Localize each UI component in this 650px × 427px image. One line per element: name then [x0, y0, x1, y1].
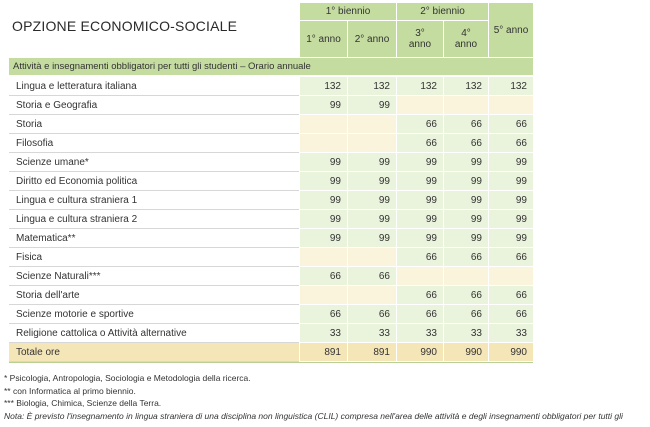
row-label: Scienze motorie e sportive [9, 305, 299, 324]
header-biennio-2: 2° biennio [397, 3, 488, 20]
row-label: Storia [9, 115, 299, 134]
row-value: 99 [397, 153, 443, 172]
row-value [348, 248, 396, 267]
row-value: 99 [348, 210, 396, 229]
row-value: 66 [397, 248, 443, 267]
row-value: 99 [300, 229, 347, 248]
row-label: Filosofia [9, 134, 299, 153]
row-value: 99 [348, 153, 396, 172]
row-value: 99 [348, 229, 396, 248]
row-value: 33 [300, 324, 347, 343]
row-value: 66 [300, 267, 347, 286]
row-value: 33 [444, 324, 488, 343]
footnote-1: * Psicologia, Antropologia, Sociologia e Metodologia della ricerca. [4, 373, 251, 383]
footnote-note: Nota: È previsto l'insegnamento in lingua straniera di una disciplina non linguistica (CLIL) compresa nell'area delle attività e degli insegnamenti obbligatori per tutti gli [4, 410, 623, 421]
row-label: Diritto ed Economia politica [9, 172, 299, 191]
row-value: 99 [444, 153, 488, 172]
footnote-3: *** Biologia, Chimica, Scienze della Terra. [4, 398, 162, 408]
row-value: 66 [300, 305, 347, 324]
total-value: 891 [300, 343, 347, 362]
row-value: 33 [348, 324, 396, 343]
row-value: 99 [444, 191, 488, 210]
row-value: 66 [489, 115, 533, 134]
footnote-2: ** con Informatica al primo biennio. [4, 385, 136, 396]
page-title: OPZIONE ECONOMICO-SOCIALE [12, 18, 238, 34]
row-value: 66 [348, 305, 396, 324]
header-year-4: 4° anno [444, 21, 488, 57]
row-value [348, 286, 396, 305]
row-value: 132 [489, 77, 533, 96]
row-value: 99 [444, 229, 488, 248]
row-value: 99 [489, 229, 533, 248]
row-value: 66 [397, 115, 443, 134]
header-year-2: 2° anno [348, 21, 396, 57]
row-value: 99 [348, 172, 396, 191]
row-value: 66 [489, 248, 533, 267]
row-value: 99 [300, 96, 347, 115]
row-value: 132 [444, 77, 488, 96]
row-value: 33 [397, 324, 443, 343]
row-label: Religione cattolica o Attività alternative [9, 324, 299, 343]
row-value: 66 [489, 134, 533, 153]
row-value: 99 [300, 153, 347, 172]
row-value: 99 [397, 229, 443, 248]
row-value: 66 [348, 267, 396, 286]
total-label: Totale ore [9, 343, 299, 362]
header-biennio-1: 1° biennio [300, 3, 396, 20]
row-value: 66 [444, 134, 488, 153]
row-label: Scienze Naturali*** [9, 267, 299, 286]
row-label: Scienze umane* [9, 153, 299, 172]
row-value: 99 [397, 191, 443, 210]
row-value: 99 [444, 172, 488, 191]
footnotes [4, 372, 648, 422]
row-value [300, 134, 347, 153]
header-year-1: 1° anno [300, 21, 347, 57]
row-value: 99 [397, 172, 443, 191]
row-value: 132 [348, 77, 396, 96]
row-value: 66 [489, 286, 533, 305]
row-value [397, 267, 443, 286]
row-value: 66 [489, 305, 533, 324]
row-value [300, 248, 347, 267]
row-value: 99 [489, 172, 533, 191]
row-value [300, 115, 347, 134]
row-value: 99 [300, 191, 347, 210]
row-value: 66 [444, 248, 488, 267]
row-value: 66 [444, 305, 488, 324]
total-value: 990 [489, 343, 533, 362]
total-value: 990 [397, 343, 443, 362]
header-quinto-anno: 5° anno [489, 3, 533, 57]
row-value: 132 [397, 77, 443, 96]
row-value: 99 [300, 210, 347, 229]
row-value [300, 286, 347, 305]
total-value: 990 [444, 343, 488, 362]
row-value: 66 [444, 115, 488, 134]
row-value [489, 96, 533, 115]
row-value [444, 96, 488, 115]
row-value: 99 [489, 191, 533, 210]
row-value: 99 [397, 210, 443, 229]
row-value [397, 96, 443, 115]
row-value: 99 [444, 210, 488, 229]
row-value: 99 [348, 96, 396, 115]
row-value: 132 [300, 77, 347, 96]
section-header: Attività e insegnamenti obbligatori per tutti gli studenti – Orario annuale [9, 58, 533, 75]
row-value: 66 [397, 134, 443, 153]
row-value [348, 115, 396, 134]
row-value: 66 [397, 286, 443, 305]
row-label: Lingua e letteratura italiana [9, 77, 299, 96]
row-label: Storia dell'arte [9, 286, 299, 305]
row-label: Lingua e cultura straniera 1 [9, 191, 299, 210]
row-label: Lingua e cultura straniera 2 [9, 210, 299, 229]
row-label: Storia e Geografia [9, 96, 299, 115]
row-value: 66 [397, 305, 443, 324]
header-year-3: 3° anno [397, 21, 443, 57]
row-value [489, 267, 533, 286]
row-value [444, 267, 488, 286]
total-value: 891 [348, 343, 396, 362]
row-value: 66 [444, 286, 488, 305]
row-value: 99 [300, 172, 347, 191]
row-value: 99 [348, 191, 396, 210]
row-label: Matematica** [9, 229, 299, 248]
row-value: 99 [489, 153, 533, 172]
row-value [348, 134, 396, 153]
table-bottom-border [9, 362, 533, 363]
row-value: 33 [489, 324, 533, 343]
row-label: Fisica [9, 248, 299, 267]
row-value: 99 [489, 210, 533, 229]
